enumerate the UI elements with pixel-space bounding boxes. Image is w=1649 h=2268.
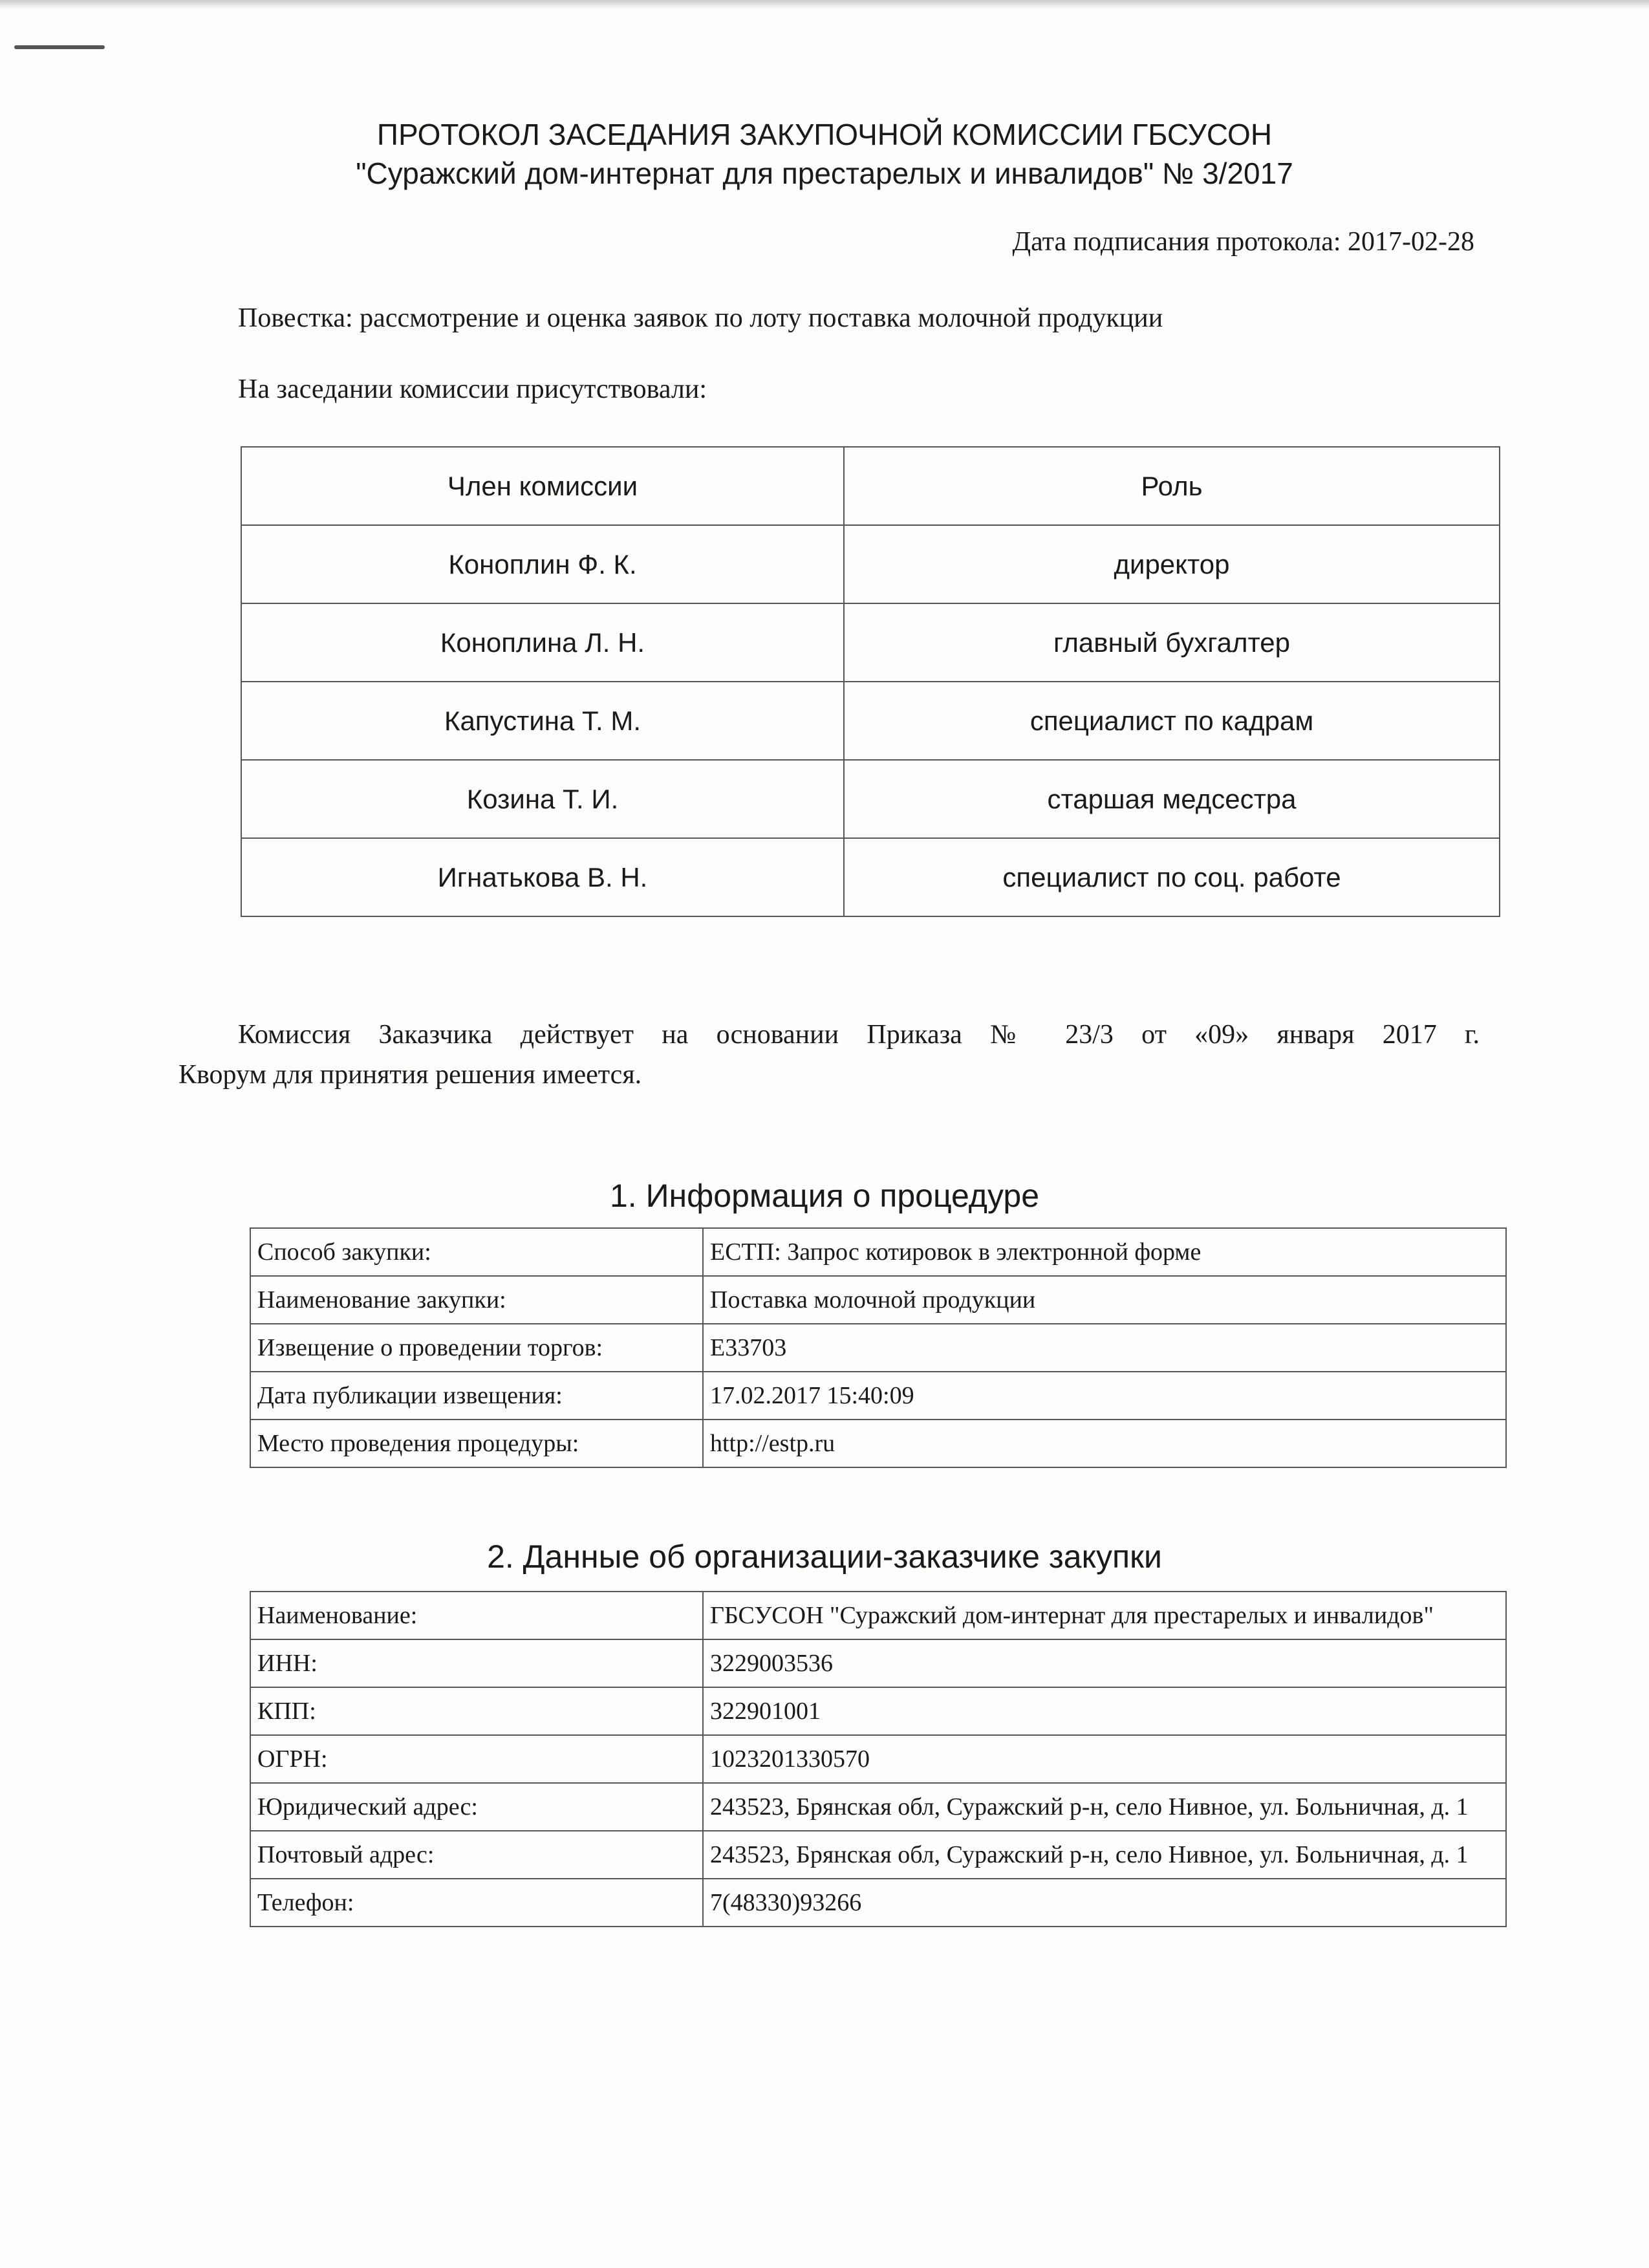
members-header-role: Роль — [844, 447, 1500, 525]
scan-edge-shadow — [0, 0, 1649, 9]
member-name: Коноплина Л. Н. — [241, 603, 844, 682]
table-row — [250, 1783, 1506, 1831]
field-label: Почтовый адрес: — [250, 1831, 703, 1879]
field-value: Поставка молочной продукции — [703, 1276, 1506, 1324]
field-label: ИНН: — [250, 1639, 703, 1687]
title-line-1: ПРОТОКОЛ ЗАСЕДАНИЯ ЗАКУПОЧНОЙ КОМИССИИ ГБСУСОН — [376, 118, 1273, 151]
protocol-title — [0, 115, 1649, 193]
procedure-table — [250, 1227, 1507, 1468]
table-row — [241, 603, 1500, 682]
field-label: Наименование: — [250, 1592, 703, 1639]
field-label: Место проведения процедуры: — [250, 1420, 703, 1467]
field-value: 1023201330570 — [703, 1735, 1506, 1783]
members-header-row — [241, 447, 1500, 525]
member-role: директор — [844, 525, 1500, 603]
table-row — [250, 1639, 1506, 1687]
quorum-statement: Кворум для принятия решения имеется. — [178, 1060, 642, 1090]
field-label: Извещение о проведении торгов: — [250, 1324, 703, 1372]
table-row — [250, 1276, 1506, 1324]
customer-section-title: 2. Данные об организации-заказчике закупки — [487, 1539, 1162, 1575]
scan-mark — [14, 45, 105, 49]
field-value: ЕСТП: Запрос котировок в электронной форме — [703, 1228, 1506, 1276]
procedure-section-title: 1. Информация о процедуре — [609, 1178, 1039, 1214]
member-name: Капустина Т. М. — [241, 682, 844, 760]
field-label: Наименование закупки: — [250, 1276, 703, 1324]
customer-table — [250, 1591, 1507, 1927]
table-row — [241, 682, 1500, 760]
field-label: Способ закупки: — [250, 1228, 703, 1276]
field-label: Дата публикации извещения: — [250, 1372, 703, 1420]
field-label: Юридический адрес: — [250, 1783, 703, 1831]
present-intro: На заседании комиссии присутствовали: — [238, 374, 707, 404]
field-label: Телефон: — [250, 1879, 703, 1927]
table-row — [250, 1420, 1506, 1467]
agenda: Повестка: рассмотрение и оценка заявок по лоту поставка молочной продукции — [238, 303, 1163, 333]
field-value: ГБСУСОН "Суражский дом-интернат для престарелых и инвалидов" — [703, 1592, 1506, 1639]
member-role: главный бухгалтер — [844, 603, 1500, 682]
field-value: 3229003536 — [703, 1639, 1506, 1687]
members-header-member: Член комиссии — [241, 447, 844, 525]
member-name: Коноплин Ф. К. — [241, 525, 844, 603]
member-name: Игнатькова В. Н. — [241, 838, 844, 916]
table-row — [250, 1228, 1506, 1276]
field-value: 322901001 — [703, 1687, 1506, 1735]
field-label: ОГРН: — [250, 1735, 703, 1783]
table-row — [250, 1831, 1506, 1879]
table-row — [250, 1592, 1506, 1639]
table-row — [250, 1879, 1506, 1927]
field-label: КПП: — [250, 1687, 703, 1735]
table-row — [250, 1735, 1506, 1783]
table-row — [250, 1372, 1506, 1420]
members-table — [241, 446, 1500, 917]
field-value: 7(48330)93266 — [703, 1879, 1506, 1927]
table-row — [241, 760, 1500, 838]
table-row — [241, 525, 1500, 603]
field-value: 17.02.2017 15:40:09 — [703, 1372, 1506, 1420]
table-row — [241, 838, 1500, 916]
member-role: специалист по соц. работе — [844, 838, 1500, 916]
field-value: 243523, Брянская обл, Суражский р-н, село Нивное, ул. Больничная, д. 1 — [703, 1831, 1506, 1879]
field-value: E33703 — [703, 1324, 1506, 1372]
table-row — [250, 1324, 1506, 1372]
title-line-2: "Суражский дом-интернат для престарелых и инвалидов" № 3/2017 — [356, 157, 1293, 190]
field-value: 243523, Брянская обл, Суражский р-н, село Нивное, ул. Больничная, д. 1 — [703, 1783, 1506, 1831]
commission-basis: Комиссия Заказчика действует на основании Приказа № 23/3 от «09» января 2017 г. — [238, 1020, 1480, 1050]
field-value: http://estp.ru — [703, 1420, 1506, 1467]
sign-date: Дата подписания протокола: 2017-02-28 — [1012, 227, 1474, 257]
member-role: специалист по кадрам — [844, 682, 1500, 760]
member-name: Козина Т. И. — [241, 760, 844, 838]
table-row — [250, 1687, 1506, 1735]
member-role: старшая медсестра — [844, 760, 1500, 838]
